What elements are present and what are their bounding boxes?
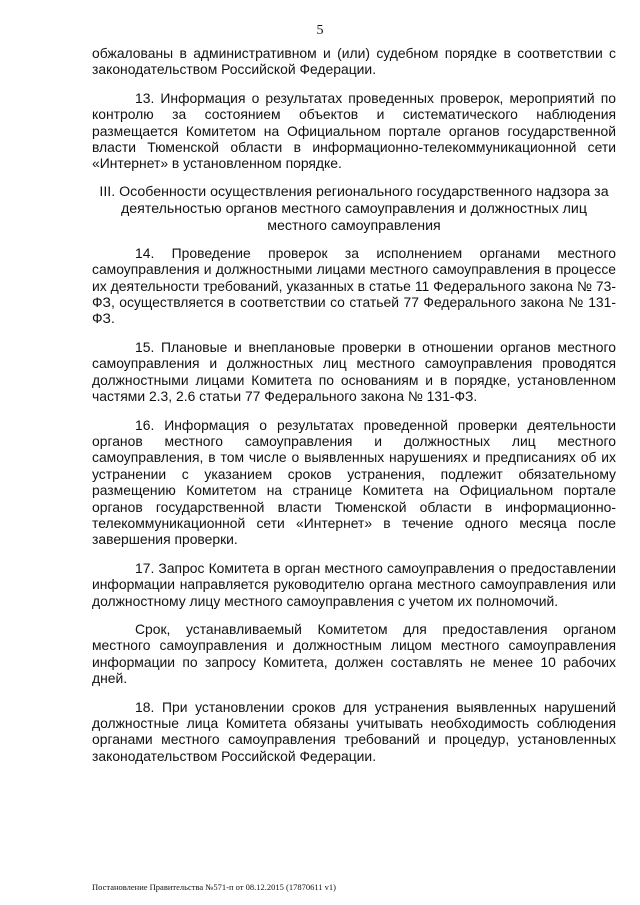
document-body <box>92 45 616 776</box>
paragraph-continuation: обжалованы в административном и (или) судебном порядке в соответствии с законодательством Российской Федерации. <box>92 45 616 78</box>
paragraph-15: 15. Плановые и внеплановые проверки в отношении органов местного самоуправления и должностных лиц местного самоуправления проводятся должностными лицами Комитета по основаниям и в порядке, установленном частями 2.3, 2.6 статьи 77 Федерального закона № 131-ФЗ. <box>92 338 616 405</box>
footer-document-reference: Постановление Правительства №571-п от 08.12.2015 (17870611 v1) <box>92 882 336 892</box>
section-heading: III. Особенности осуществления регионального государственного надзора за деятельностью органов местного самоуправления и должностных лиц местного самоуправления <box>99 183 609 234</box>
paragraph-14: 14. Проведение проверок за исполнением органами местного самоуправления и должностными лицами местного самоуправления в процессе их деятельности требований, указанных в статье 11 Федерального закона № 73-ФЗ, осуществляется в соответствии со статьей 77 Федерального закона № 131-ФЗ. <box>92 244 616 327</box>
paragraph-17: 17. Запрос Комитета в орган местного самоуправления о предоставлении информации направляется руководителю органа местного самоуправления или должностному лицу местного самоуправления с учетом их полномочий. <box>92 559 616 609</box>
paragraph-17-deadline: Срок, устанавливаемый Комитетом для предоставления органом местного самоуправления и должностным лицом местного самоуправления информации по запросу Комитета, должен составлять не менее 10 рабочих дней. <box>92 620 616 687</box>
page-number: 5 <box>316 23 324 38</box>
paragraph-16: 16. Информация о результатах проведенной проверки деятельности органов местного самоуправления и должностных лиц местного самоуправления, в том числе о выявленных нарушениях и предписаниях об их устранении с указанием сроков устранения, подлежит обязательному размещению Комитетом на странице Комитета на Официальном портале органов государственной власти Тюменской области в информационно-телекоммуникационной сети «Интернет» в течение одного месяца после завершения проверки. <box>92 416 616 548</box>
paragraph-13: 13. Информация о результатах проведенных проверок, мероприятий по контролю за состоянием объектов и систематического наблюдения размещается Комитетом на Официальном портале органов государственной власти Тюменской области в информационно-телекоммуникационной сети «Интернет» в установленном порядке. <box>92 89 616 172</box>
paragraph-18: 18. При установлении сроков для устранения выявленных нарушений должностные лица Комитета обязаны учитывать необходимость соблюдения органами местного самоуправления требований и процедур, установленных законодательством Российской Федерации. <box>92 698 616 764</box>
